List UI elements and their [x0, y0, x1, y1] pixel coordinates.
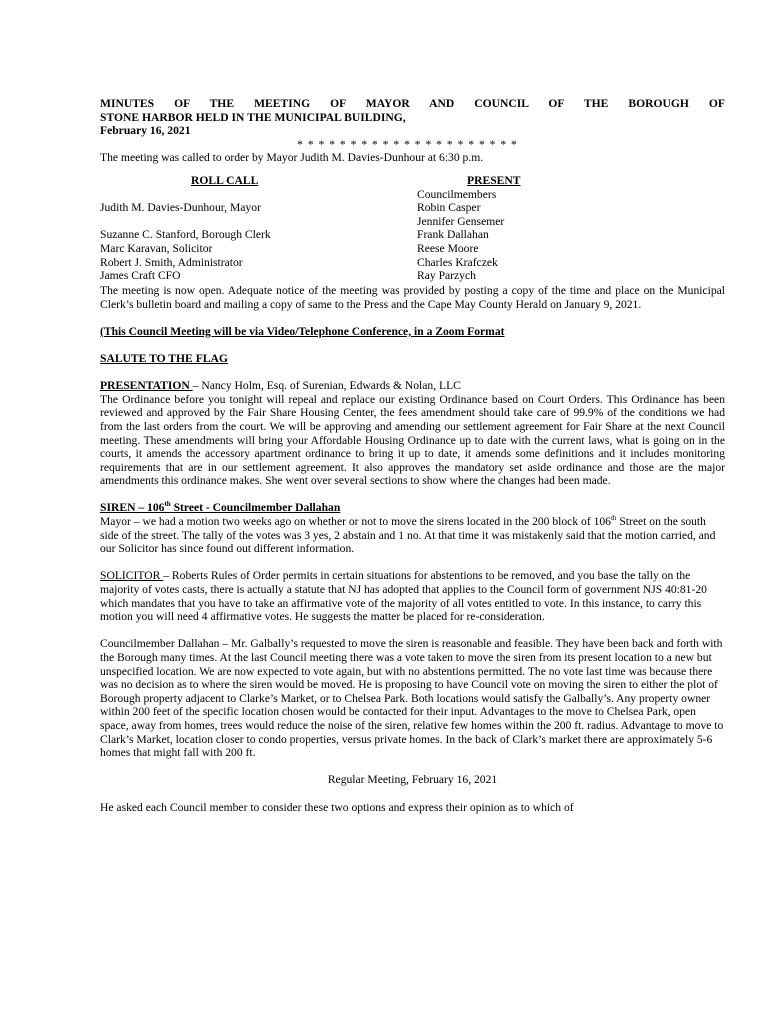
present-column — [417, 174, 717, 283]
roll-call-entry: Judith M. Davies-Dunhour, Mayor — [100, 201, 261, 215]
roll-call-entry — [100, 188, 400, 202]
siren-body-rest: Street on the south side of the street. The tally of the votes was 3 yes, 2 abstain and 1 no. At that time it was mistakenly said that the motion carried, and our Solicitor has since found out different information. — [100, 515, 716, 556]
roll-call-entry: Robert J. Smith, Administrator — [100, 255, 243, 269]
separator-stars: * * * * * * * * * * * * * * * * * * * * * — [297, 137, 518, 151]
siren-body — [100, 515, 725, 556]
roll-call-entry: Suzanne C. Stanford, Borough Clerk — [100, 228, 271, 242]
presentation-heading: PRESENTATION — [100, 379, 193, 393]
present-entry: Robin Casper — [417, 201, 481, 215]
presentation-body: The Ordinance before you tonight will repeal and replace our existing Ordinance based on Court Orders. This Ordinance has been reviewed and approved by the Fair Share Housing Center, the fees amendment should take care of 99.9% of the conditions we had from the last orders from the court. We will be approving and amending our settlement agreement for Fair Share at the next Council meeting. These amendments will bring your Affordable Housing Ordinance up to date with the current laws, what is going on in the courts, it amends the accessory apartment ordinance to bring it up to date, it amends some definitions and it includes monitoring requirements that are in our settlement agreement. It also approves the mandatory set aside ordinance and those are the major amendments this ordinance makes. She went over several sections to show where the changes had been made. — [100, 392, 725, 488]
dallahan-paragraph: Councilmember Dallahan – Mr. Galbally’s requested to move the siren is reasonable and feasible. They have been back and forth with the Borough many times. At the last Council meeting there was a vote taken to move the siren from its present location to a new but unspecified location. We are now expected to vote again, but with no abstentions permitted. The no vote last time was because there was no decision as to where the siren would be moved. He is proposing to have Council vote on moving the siren to either the plot of Borough property adjacent to Clarke’s Market, or to Chelsea Park. Both locations would satisfy the Galbally’s. Any property owner within 200 feet of the specific location chosen would be contacted for their input. Advantages to the move to Chelsea Park, open space, away from homes, trees would reduce the noise of the siren, relative few homes within the 200 ft. radius. Advantage to move to Clark’s Market, location closer to condo properties, versus private homes. In the back of Clark’s market there are approximately 5-6 homes that might fall with 200 ft. — [100, 637, 724, 760]
siren-heading-sup: th — [164, 500, 171, 509]
minutes-title-line-2: STONE HARBOR HELD IN THE MUNICIPAL BUILDING, — [100, 110, 406, 124]
present-entry: Councilmembers — [417, 187, 497, 201]
closing-line: He asked each Council member to consider these two options and express their opinion as to which of — [100, 800, 574, 814]
meeting-date: February 16, 2021 — [100, 124, 191, 138]
present-entry: Charles Krafczek — [417, 255, 498, 269]
siren-heading-rest: Street - Councilmember Dallahan — [170, 501, 341, 515]
present-entry: Frank Dallahan — [417, 228, 489, 242]
siren-heading — [100, 501, 725, 515]
called-to-order: The meeting was called to order by Mayor Judith M. Davies-Dunhour at 6:30 p.m. — [100, 151, 484, 165]
presentation-presenter: – Nancy Holm, Esq. of Surenian, Edwards & Nolan, LLC — [192, 379, 461, 393]
meeting-open-notice: The meeting is now open. Adequate notice of the meeting was provided by posting a copy of the time and place on the Municipal Clerk’s bulletin board and mailing a copy of same to the Press and the Cape May County Herald on January 9, 2021. — [100, 283, 725, 311]
roll-call-column — [100, 174, 400, 283]
solicitor-body: – Roberts Rules of Order permits in certain situations for abstentions to be removed, and you base the tally on the majority of votes casts, there is actually a statute that NJ has adopted that applies to the Council form of government NJS 40:81-20 which mandates that you have to take an affirmative vote of the majority of all votes entitled to vote. In this instance, to carry this motion you will need 4 affirmative votes. He suggests the matter be placed for re-consideration. — [100, 569, 707, 624]
siren-body-text: Mayor – we had a motion two weeks ago on whether or not to move the sirens located in the 200 block of 106 — [100, 515, 611, 529]
roll-call-section — [100, 174, 725, 284]
roll-call-entry: James Craft CFO — [100, 269, 181, 283]
document-body — [100, 97, 725, 814]
present-entry: Ray Parzych — [417, 269, 476, 283]
present-heading: PRESENT — [467, 173, 521, 187]
present-entry: Jennifer Gensemer — [417, 214, 505, 228]
salute-heading: SALUTE TO THE FLAG — [100, 351, 228, 365]
roll-call-entry — [100, 215, 400, 229]
roll-call-entry: Marc Karavan, Solicitor — [100, 241, 213, 255]
page-footer: Regular Meeting, February 16, 2021 — [327, 773, 498, 787]
solicitor-heading: SOLICITOR — [100, 569, 164, 583]
solicitor-paragraph — [100, 569, 725, 623]
roll-call-heading: ROLL CALL — [191, 173, 259, 187]
zoom-format-note: (This Council Meeting will be via Video/Telephone Conference, in a Zoom Format — [100, 324, 505, 338]
present-entry: Reese Moore — [417, 241, 479, 255]
siren-heading-text: SIREN – 106 — [100, 501, 165, 515]
presentation-heading-line — [100, 379, 725, 393]
minutes-title-line-1: MINUTES OF THE MEETING OF MAYOR AND COUNCIL OF THE BOROUGH OF — [100, 97, 725, 110]
siren-body-sup: th — [610, 514, 617, 523]
